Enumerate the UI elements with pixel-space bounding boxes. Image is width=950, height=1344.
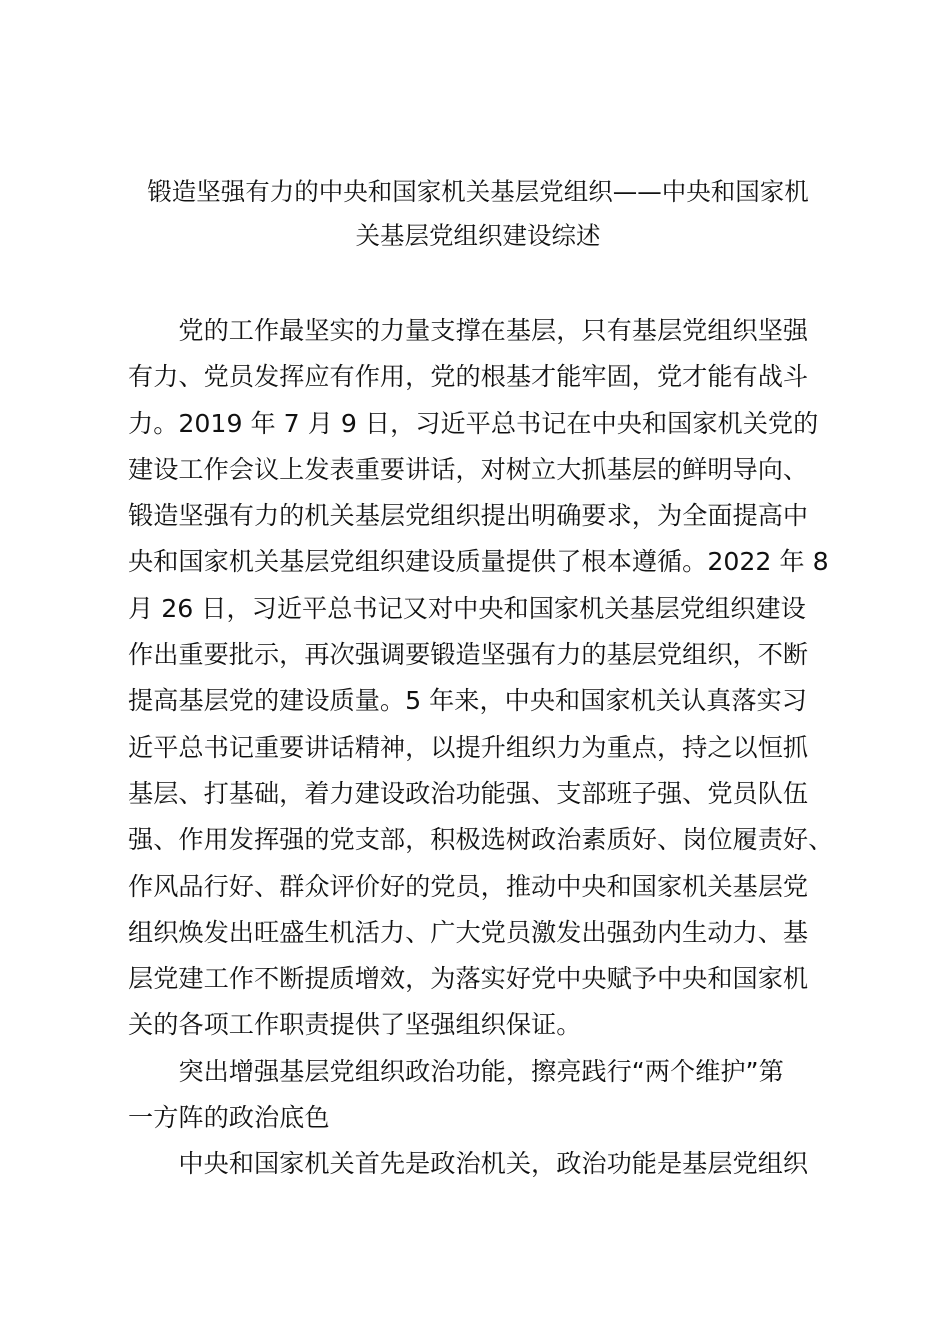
body-line: 强、作用发挥强的党支部，积极选树政治素质好、岗位履责好、: [128, 825, 834, 855]
body-line: 党的工作最坚实的力量支撑在基层，只有基层党组织坚强: [128, 316, 809, 345]
body-line: 锻造坚强有力的机关基层党组织提出明确要求，为全面提高中: [128, 501, 809, 531]
body-line: 基层、打基础，着力建设政治功能强、支部班子强、党员队伍: [128, 778, 809, 808]
body-line: 力。2019 年 7 月 9 日，习近平总书记在中央和国家机关党的: [128, 408, 819, 438]
document-body: [128, 308, 834, 1188]
title-line-2: 关基层党组织建设综述: [355, 221, 601, 250]
section-heading-line: 突出增强基层党组织政治功能，擦亮践行“两个维护”第: [128, 1056, 784, 1086]
document-title: [128, 170, 828, 258]
body-line: 提高基层党的建设质量。5 年来，中央和国家机关认真落实习: [128, 686, 807, 716]
body-line: 组织焕发出旺盛生机活力、广大党员激发出强劲内生动力、基: [128, 917, 809, 947]
body-line: 近平总书记重要讲话精神，以提升组织力为重点，持之以恒抓: [128, 732, 809, 762]
body-line: 有力、党员发挥应有作用，党的根基才能牢固，党才能有战斗: [128, 362, 809, 392]
body-line: 关的各项工作职责提供了坚强组织保证。: [128, 1010, 582, 1040]
title-line-1: 锻造坚强有力的中央和国家机关基层党组织——中央和国家机: [147, 177, 809, 206]
body-line: 层党建工作不断提质增效，为落实好党中央赋予中央和国家机: [128, 964, 809, 994]
body-line: 作风品行好、群众评价好的党员，推动中央和国家机关基层党: [128, 871, 809, 901]
body-line: 中央和国家机关首先是政治机关，政治功能是基层党组织: [128, 1149, 809, 1179]
section-heading-line: 一方阵的政治底色: [128, 1103, 330, 1133]
body-line: 作出重要批示，再次强调要锻造坚强有力的基层党组织，不断: [128, 640, 809, 670]
body-line: 央和国家机关基层党组织建设质量提供了根本遵循。2022 年 8: [128, 547, 829, 577]
body-line: 建设工作会议上发表重要讲话，对树立大抓基层的鲜明导向、: [128, 454, 809, 484]
body-line: 月 26 日，习近平总书记又对中央和国家机关基层党组织建设: [128, 593, 806, 623]
